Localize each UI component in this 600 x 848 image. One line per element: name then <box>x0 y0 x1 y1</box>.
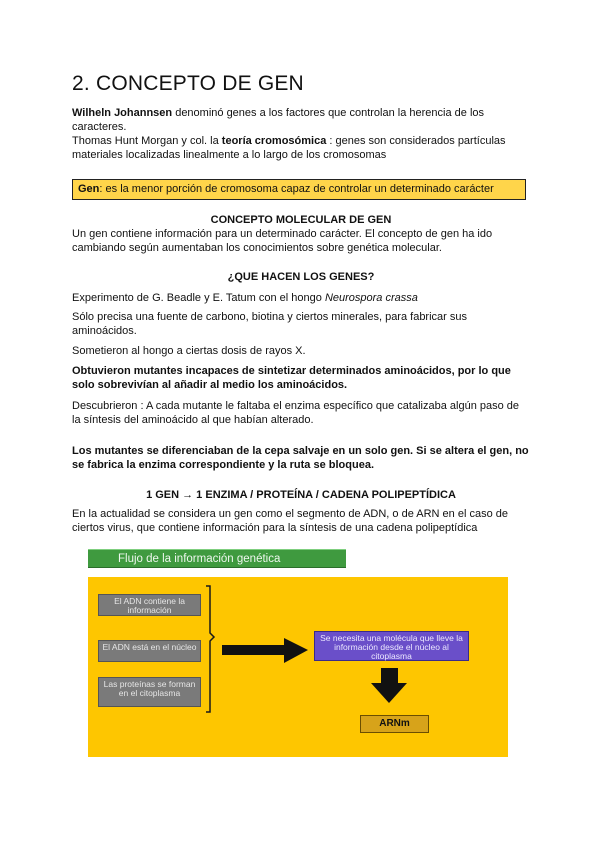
right-arrow-shape <box>222 638 308 663</box>
diagram-box-proteins-cytoplasm: Las proteínas se forman en el citoplasma <box>98 677 201 707</box>
diagram-box-dna-information: El ADN contiene la información <box>98 594 201 616</box>
molecular-text: Un gen contiene información para un determinado carácter. El concepto de gen ha ido cambiando según aumentaban los conocimientos sobre genética molecular. <box>72 228 493 254</box>
morgan-text-after: : genes son considerados partículas materiales localizadas linealmente a lo largo de los cromosomas <box>72 135 506 161</box>
genetic-flow-diagram <box>88 549 508 756</box>
paragraph-discovery: Descubrieron : A cada mutante le faltaba el enzima específico que catalizaba algún paso de la síntesis del aminoácido al que habían alterado. <box>72 400 520 426</box>
morgan-theory: teoría cromosómica <box>221 135 327 147</box>
johannsen-name: Wilheln Johannsen <box>72 107 173 119</box>
diagram-box-molecule-needed: Se necesita una molécula que lleve la información desde el núcleo al citoplasma <box>314 631 469 661</box>
intro-morgan <box>72 134 530 162</box>
johannsen-text: denominó genes a los factores que controlan la herencia de los caracteres. <box>72 107 485 133</box>
gen-definition-text: : es la menor porción de cromosoma capaz de controlar un determinado carácter <box>99 183 494 195</box>
page-title: 2. CONCEPTO DE GEN <box>72 72 304 95</box>
diagram-box-dna-nucleus: El ADN está en el núcleo <box>98 640 201 662</box>
experiment-text: Experimento de G. Beadle y E. Tatum con el hongo <box>72 292 325 304</box>
paragraph-nutrients: Sólo precisa una fuente de carbono, biotina y ciertos minerales, para fabricar sus aminoácidos. <box>72 311 467 337</box>
one-gene-heading: 1 GEN → 1 ENZIMA / PROTEÍNA / CADENA POLIPEPTÍDICA <box>146 489 456 501</box>
experiment-line <box>72 291 530 305</box>
what-genes-do-heading: ¿QUE HACEN LOS GENES? <box>227 271 375 283</box>
intro-johannsen <box>72 106 530 134</box>
gen-term: Gen <box>78 183 100 195</box>
molecular-heading: CONCEPTO MOLECULAR DE GEN <box>210 214 392 226</box>
paragraph-conclusion: Los mutantes se diferenciaban de la cepa salvaje en un solo gen. Si se altera el gen, no se fabrica la enzima correspondiente y la ruta se bloquea. <box>72 445 529 471</box>
experiment-species: Neurospora crassa <box>324 292 418 304</box>
paragraph-xrays: Sometieron al hongo a ciertas dosis de rayos X. <box>72 345 306 357</box>
one-gene-text: En la actualidad se considera un gen como el segmento de ADN, o de ARN en el caso de ciertos virus, que contiene información para la síntesis de una cadena polipeptídica <box>72 508 508 534</box>
down-arrow-shape <box>371 668 407 703</box>
gen-definition-box <box>72 179 526 200</box>
diagram-box-arnm: ARNm <box>360 715 429 733</box>
diagram-title: Flujo de la información genética <box>88 549 346 568</box>
bracket-shape <box>206 586 214 712</box>
paragraph-mutants: Obtuvieron mutantes incapaces de sintetizar determinados aminoácidos, por lo que solo sobrevivían al añadir al medio los aminoácidos. <box>72 365 511 391</box>
morgan-text-before: Thomas Hunt Morgan y col. la <box>72 135 222 147</box>
